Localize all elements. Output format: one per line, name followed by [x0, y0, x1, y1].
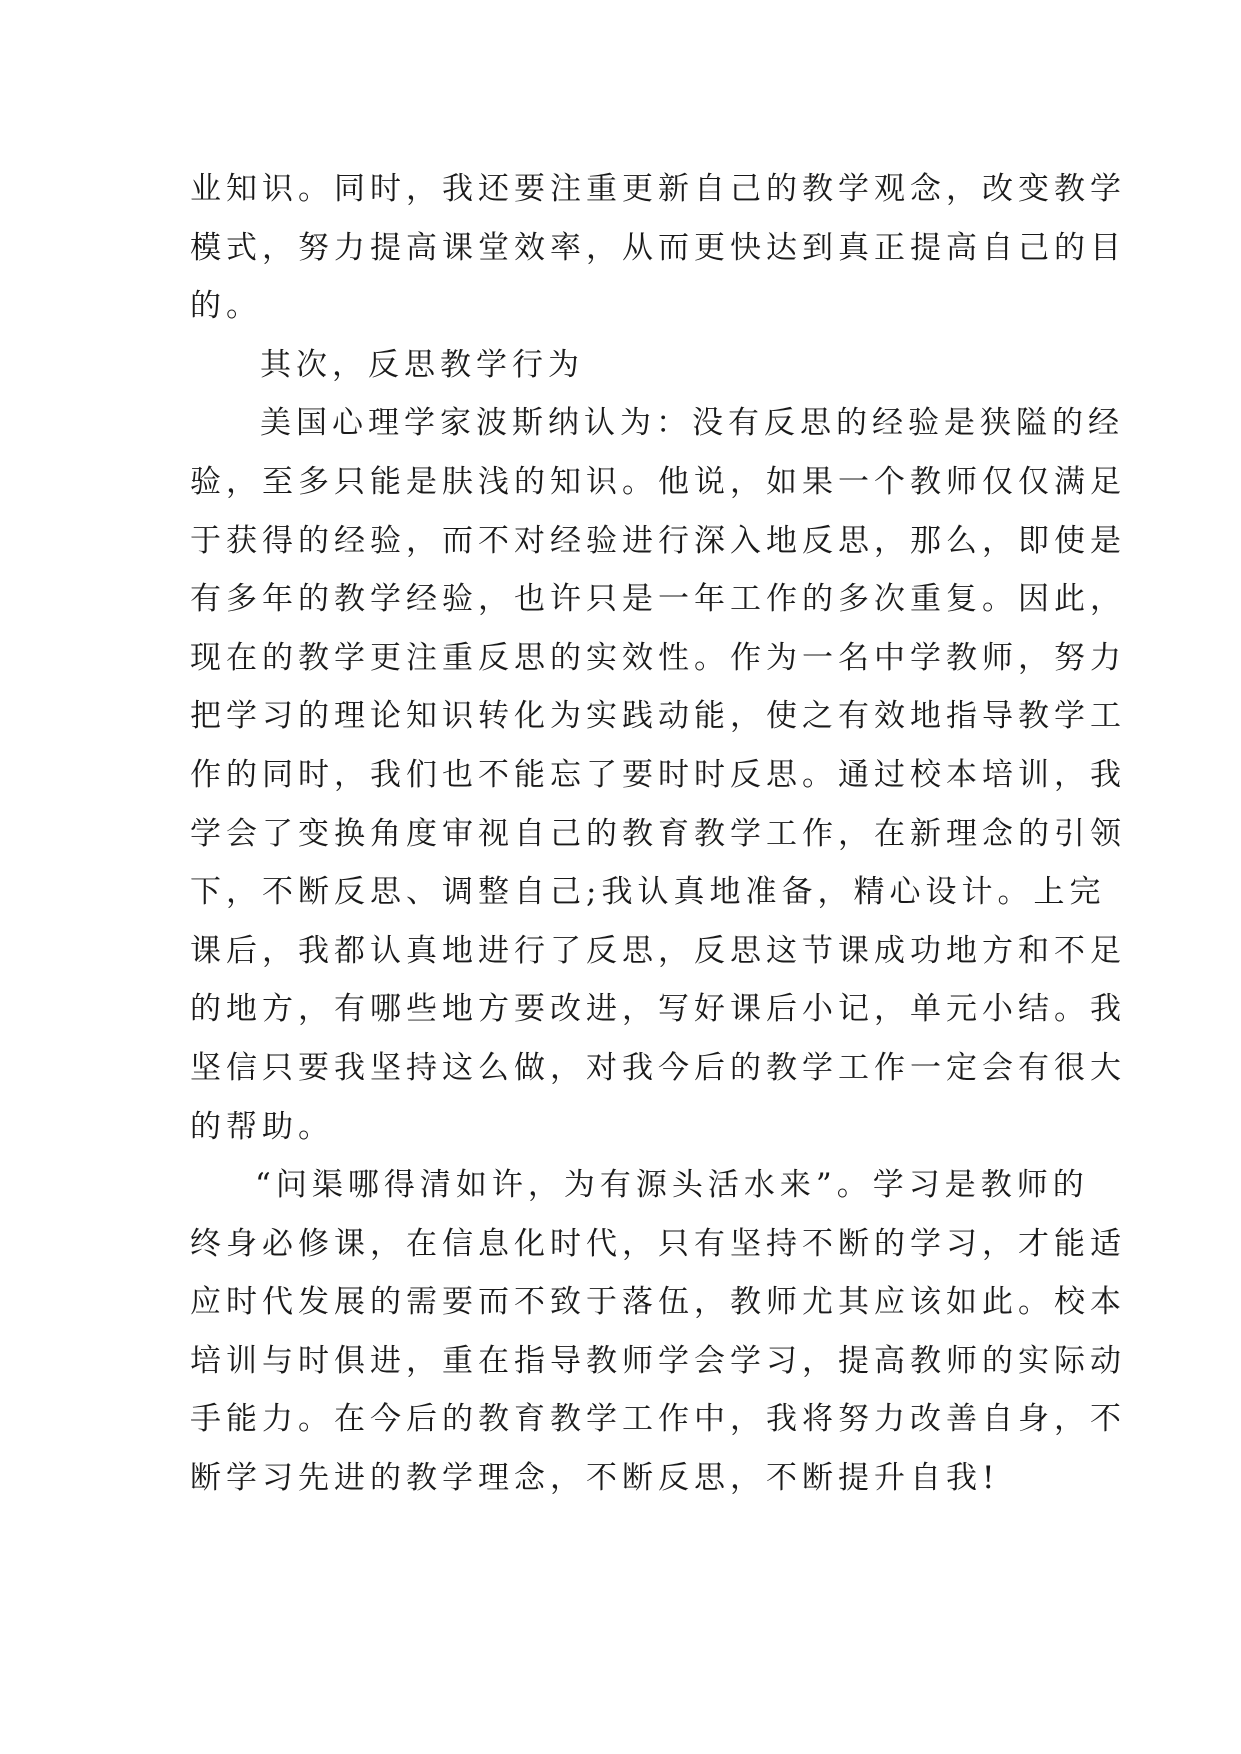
text-line: 坚信只要我坚持这么做，对我今后的教学工作一定会有很大	[190, 1049, 1126, 1086]
text-line: 验，至多只能是肤浅的知识。他说，如果一个教师仅仅满足	[190, 463, 1126, 500]
text-line: 美国心理学家波斯纳认为：没有反思的经验是狭隘的经	[260, 405, 1124, 442]
text-line: 业知识。同时，我还要注重更新自己的教学观念，改变教学	[190, 171, 1126, 207]
text-line: 下，不断反思、调整自己;我认真地准备，精心设计。上完	[190, 874, 1106, 911]
text-line: 的帮助。	[190, 1108, 334, 1145]
section-heading: 其次，反思教学行为	[260, 346, 584, 383]
text-line: 断学习先进的教学理念，不断反思，不断提升自我!	[190, 1460, 1000, 1497]
text-line: 作的同时，我们也不能忘了要时时反思。通过校本培训，我	[190, 756, 1126, 793]
text-line: 有多年的教学经验，也许只是一年工作的多次重复。因此，	[190, 581, 1126, 618]
text-line: 学会了变换角度审视自己的教育教学工作，在新理念的引领	[190, 815, 1126, 852]
text-line: 的地方，有哪些地方要改进，写好课后小记，单元小结。我	[190, 991, 1126, 1028]
text-line: 于获得的经验，而不对经验进行深入地反思，那么，即使是	[190, 522, 1126, 559]
body-text	[190, 160, 1126, 1508]
text-line: 应时代发展的需要而不致于落伍，教师尤其应该如此。校本	[190, 1284, 1126, 1321]
text-line: 现在的教学更注重反思的实效性。作为一名中学教师，努力	[190, 639, 1126, 676]
text-line: 模式，努力提高课堂效率，从而更快达到真正提高自己的目	[190, 229, 1126, 266]
text-line: 把学习的理论知识转化为实践动能，使之有效地指导教学工	[190, 698, 1126, 735]
text-line: 课后，我都认真地进行了反思，反思这节课成功地方和不足	[190, 932, 1126, 969]
text-line: 培训与时俱进，重在指导教师学会学习，提高教师的实际动	[190, 1342, 1126, 1379]
text-line: 终身必修课，在信息化时代，只有坚持不断的学习，才能适	[190, 1225, 1126, 1262]
text-line: 手能力。在今后的教育教学工作中，我将努力改善自身，不	[190, 1401, 1126, 1438]
text-line: 的。	[190, 288, 262, 325]
text-line: “问渠哪得清如许，为有源头活水来”。学习是教师的	[255, 1167, 1089, 1204]
